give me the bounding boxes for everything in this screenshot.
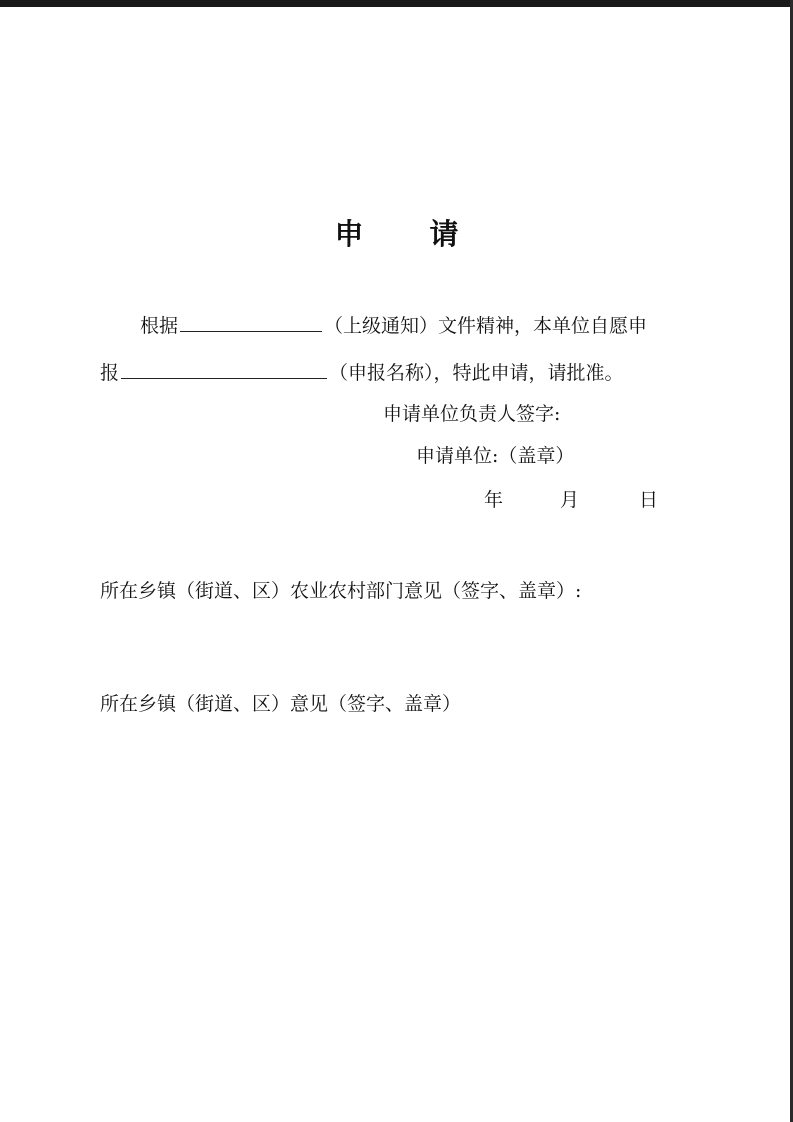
date-line [484, 486, 658, 514]
month-label: 月 [560, 489, 580, 511]
line2-suffix: （申报名称），特此申请，请批准。 [329, 362, 624, 384]
scan-border-top [0, 0, 793, 7]
notice-blank-field[interactable] [180, 311, 322, 332]
township-opinion-label: 所在乡镇（街道、区）意见（签字、盖章） [100, 693, 462, 715]
line2-prefix: 报 [100, 362, 120, 384]
application-name-blank-field[interactable] [121, 358, 327, 379]
unit-seal-label: 申请单位:（盖章） [416, 445, 575, 467]
paragraph-line-2 [100, 358, 624, 387]
agri-dept-opinion-label: 所在乡镇（街道、区）农业农村部门意见（签字、盖章）: [100, 580, 582, 602]
paragraph-line-1 [140, 311, 647, 340]
day-label: 日 [639, 489, 659, 511]
line1-suffix: （上级通知）文件精神，本单位自愿申 [324, 315, 648, 337]
year-label: 年 [484, 489, 504, 511]
page-title: 申 请 [334, 217, 487, 251]
line1-prefix: 根据 [140, 315, 179, 337]
leader-signature-label: 申请单位负责人签字: [383, 403, 561, 425]
